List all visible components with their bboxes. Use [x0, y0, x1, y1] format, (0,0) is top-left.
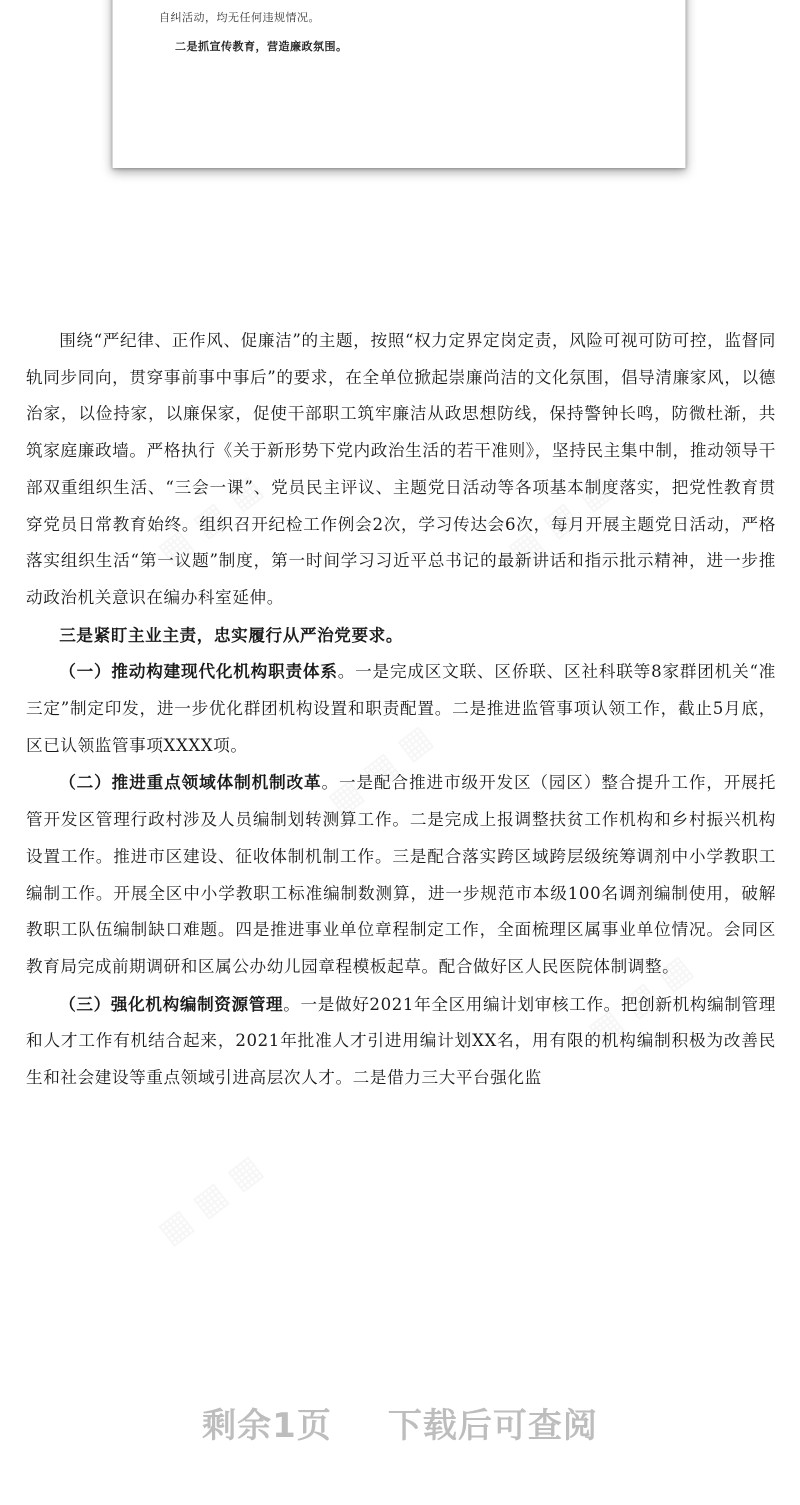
download-to-view-label: 下载后可查阅	[387, 1406, 598, 1446]
page-preview-card	[112, 0, 686, 168]
subsection-text-1: 。一是完成区文联、区侨联、区社科联等8家群团机关“准三定”制定印发，进一步优化群团机构设置和职责配置。二是推进监管事项认领工作，截止5月底，区已认领监管事项XXXX项。	[26, 662, 776, 755]
paragraph-section-2	[26, 764, 776, 985]
subsection-title-3: （三）强化机构编制资源管理	[59, 993, 284, 1014]
section-heading-3: 三是紧盯主业主责，忠实履行从严治党要求。	[59, 624, 404, 645]
preview-text-line: 自纠活动，均无任何违规情况。	[159, 11, 320, 24]
subsection-title-1: （一）推动构建现代化机构职责体系	[59, 661, 338, 682]
remaining-pages-notice[interactable]	[0, 1398, 800, 1447]
subsection-title-2: （二）推进重点领域体制机制改革	[59, 772, 322, 793]
document-body	[26, 323, 776, 1097]
subsection-text-2: 。一是配合推进市级开发区（园区）整合提升工作，开展托管开发区管理行政村涉及人员编制划转测算工作。二是完成上报调整扶贫工作机构和乡村振兴机构设置工作。推进市区建设、征收体制机制工作。三是配合落实跨区域跨层级统筹调剂中小学教职工编制工作。开展全区中小学教职工标准编制数测算，进一步规范市本级100名调剂编制使用，破解教职工队伍编制缺口难题。四是推进事业单位章程制定工作，全面梳理区属事业单位情况。会同区教育局完成前期调研和区属公办幼儿园章程模板起草。配合做好区人民医院体制调整。	[26, 773, 776, 976]
paragraph-intro: 围绕“严纪律、正作风、促廉洁”的主题，按照“权力定界定岗定责，风险可视可防可控，监督同轨同步同向，贯穿事前事中事后”的要求，在全单位掀起崇廉尚洁的文化氛围，倡导清廉家风，以德治家，以俭持家，以廉保家，促使干部职工筑牢廉洁从政思想防线，保持警钟长鸣，防微杜渐，共筑家庭廉政墙。严格执行《关于新形势下党内政治生活的若干准则》，坚持民主集中制，推动领导干部双重组织生活、“三会一课”、党员民主评议、主题党日活动等各项基本制度落实，把党性教育贯穿党员日常教育始终。组织召开纪检工作例会2次，学习传达会6次，每月开展主题党日活动，严格落实组织生活“第一议题”制度，第一时间学习习近平总书记的最新讲话和指示批示精神，进一步推动政治机关意识在编办科室延伸。	[26, 331, 776, 607]
paragraph-section-1	[26, 653, 776, 764]
paragraph-section-3	[26, 986, 776, 1097]
watermark	[150, 1147, 269, 1252]
remaining-pages-label: 剩余1页	[202, 1406, 332, 1446]
subsection-text-3: 。一是做好2021年全区用编计划审核工作。把创新机构编制管理和人才工作有机结合起来，2021年批准人才引进用编计划XX名，用有限的机构编制积极为改善民生和社会建设等重点领域引进高层次人才。二是借力三大平台强化监	[26, 994, 776, 1088]
preview-heading-line: 二是抓宣传教育，营造廉政氛围。	[175, 40, 348, 53]
